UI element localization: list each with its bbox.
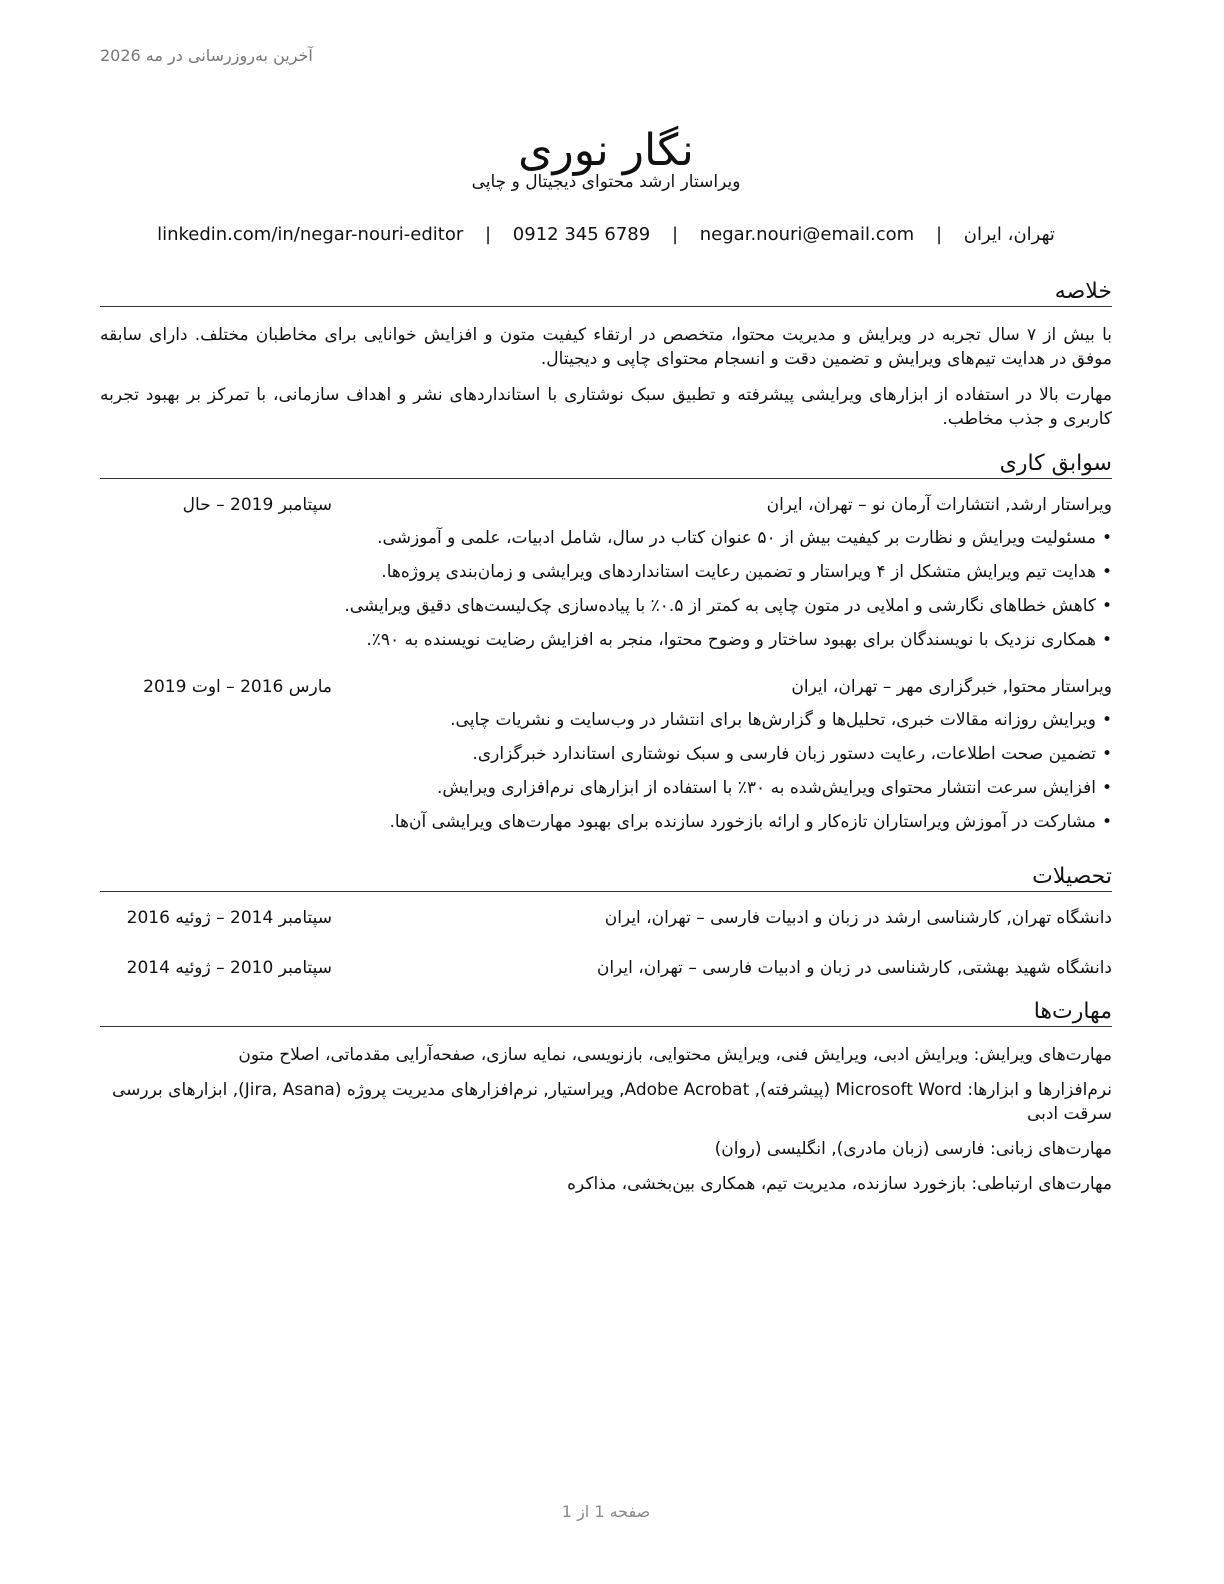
skills-section [100,998,1112,1207]
job-bullet-text: ویرایش روزانه مقالات خبری، تحلیل‌ها و گزارش‌ها برای انتشار در وب‌سایت و نشریات چاپی. [450,710,1096,730]
job-bullet-text: مسئولیت ویرایش و نظارت بر کیفیت بیش از ۵۰ عنوان کتاب در سال، شامل ادبیات، علمی و آموزشی. [377,528,1096,548]
job-role: ویراستار محتوا, خبرگزاری مهر – تهران، ایران [791,677,1112,697]
job-bullet [100,737,1112,771]
candidate-headline: ویراستار ارشد محتوای دیجیتال و چاپی [471,172,741,192]
job-bullet [100,703,1112,737]
job-bullet [100,771,1112,805]
job-bullet-text: هدایت تیم ویرایش متشکل از ۴ ویراستار و تضمین رعایت استانداردهای ویرایشی و زمان‌بندی پروژه‌ها. [381,562,1096,582]
summary-paragraph: با بیش از ۷ سال تجربه در ویرایش و مدیریت محتوا، متخصص در ارتقاء کیفیت متون و افزایش خوانایی برای مخاطبان مختلف. دارای سابقه موفق در هدایت تیم‌های ویرایش و تضمین دقت و انسجام محتوای چاپی و دیجیتال. [100,325,1112,369]
job-bullet [100,805,1112,839]
contact-separator: | [484,224,492,245]
contact-phone[interactable]: 0912 345 6789 [512,224,651,245]
summary-section [100,278,1112,431]
job-bullets [100,521,1112,657]
education-entry [100,908,1112,934]
job-bullet-text: کاهش خطاهای نگارشی و املایی در متون چاپی به کمتر از ۰.۵٪ با پیاده‌سازی چک‌لیست‌های دقیق ویرایشی. [344,596,1096,616]
bullet-glyph: • [1101,710,1112,730]
job-bullet-text: افزایش سرعت انتشار محتوای ویرایش‌شده به ۳۰٪ با استفاده از ابزارهای نرم‌افزاری ویرایش. [436,778,1096,798]
job-entry [100,677,1112,839]
bullet-glyph: • [1101,562,1112,582]
bullet-glyph: • [1101,778,1112,798]
skill-line: مهارت‌های ویرایش: ویرایش ادبی، ویرایش فنی، ویرایش محتوایی، بازنویسی، نمایه سازی، صفحه‌آرایی مقدماتی، اصلاح متون [238,1045,1112,1065]
education-entry [100,958,1112,984]
job-bullet [100,589,1112,623]
education-institution: دانشگاه شهید بهشتی, کارشناسی در زبان و ادبیات فارسی – تهران، ایران [596,958,1112,978]
job-bullet-text: همکاری نزدیک با نویسندگان برای بهبود ساختار و وضوح محتوا، منجر به افزایش رضایت نویسنده به ۹۰٪. [366,630,1096,650]
bullet-glyph: • [1101,630,1112,650]
page-number: صفحه 1 از 1 [561,1502,651,1521]
contact-line [100,224,1112,245]
summary-paragraph: مهارت بالا در استفاده از ابزارهای ویرایشی پیشرفته و تطبیق سبک نوشتاری با استانداردهای نشر و اهداف سازمانی، با تمرکز بر بهبود تجربه کاربری و جذب مخاطب. [100,385,1112,429]
job-header [100,495,1112,521]
candidate-name: نگار نوری [518,125,694,177]
job-role: ویراستار ارشد, انتشارات آرمان نو – تهران، ایران [766,495,1112,515]
job-bullet [100,623,1112,657]
section-title-skills: مهارت‌ها [100,998,1112,1027]
section-title-education: تحصیلات [100,863,1112,892]
job-dates: مارس 2016 – اوت 2019 [143,677,332,697]
section-title-summary: خلاصه [100,278,1112,307]
job-bullet-text: مشارکت در آموزش ویراستاران تازه‌کار و ارائه بازخورد سازنده برای بهبود مهارت‌های ویرایشی آن‌ها. [389,812,1096,832]
job-bullet-text: تضمین صحت اطلاعات، رعایت دستور زبان فارسی و سبک نوشتاری استاندارد خبرگزاری. [472,744,1096,764]
skill-line: مهارت‌های ارتباطی: بازخورد سازنده، مدیریت تیم، همکاری بین‌بخشی، مذاکره [567,1174,1112,1194]
education-institution: دانشگاه تهران, کارشناسی ارشد در زبان و ادبیات فارسی – تهران، ایران [604,908,1112,928]
resume-page [100,0,1112,1584]
bullet-glyph: • [1101,528,1112,548]
education-section [100,863,1112,984]
contact-separator: | [935,224,943,245]
skill-line: نرم‌افزارها و ابزارها: Microsoft Word (پیشرفته), Adobe Acrobat, ویراستیار, نرم‌افزارهای مدیریت پروژه (Jira, Asana), ابزارهای بررسی سرقت ادبی [112,1080,1112,1124]
job-header [100,677,1112,703]
job-entry [100,495,1112,657]
bullet-glyph: • [1101,744,1112,764]
contact-separator: | [671,224,679,245]
skill-line: مهارت‌های زبانی: فارسی (زبان مادری), انگلیسی (روان) [714,1139,1112,1159]
experience-section [100,450,1112,839]
contact-email[interactable]: negar.nouri@email.com [699,224,915,245]
education-dates: سپتامبر 2014 – ژوئیه 2016 [126,908,332,928]
job-dates: سپتامبر 2019 – حال [182,495,332,515]
contact-location: تهران، ایران [963,224,1055,245]
job-bullets [100,703,1112,839]
last-updated-note: آخرین به‌روزرسانی در مه 2026 [100,46,313,65]
bullet-glyph: • [1101,812,1112,832]
section-title-experience: سوابق کاری [100,450,1112,479]
bullet-glyph: • [1101,596,1112,616]
contact-linkedin[interactable]: linkedin.com/in/negar-nouri-editor [157,224,464,245]
job-bullet [100,555,1112,589]
job-bullet [100,521,1112,555]
education-dates: سپتامبر 2010 – ژوئیه 2014 [126,958,332,978]
